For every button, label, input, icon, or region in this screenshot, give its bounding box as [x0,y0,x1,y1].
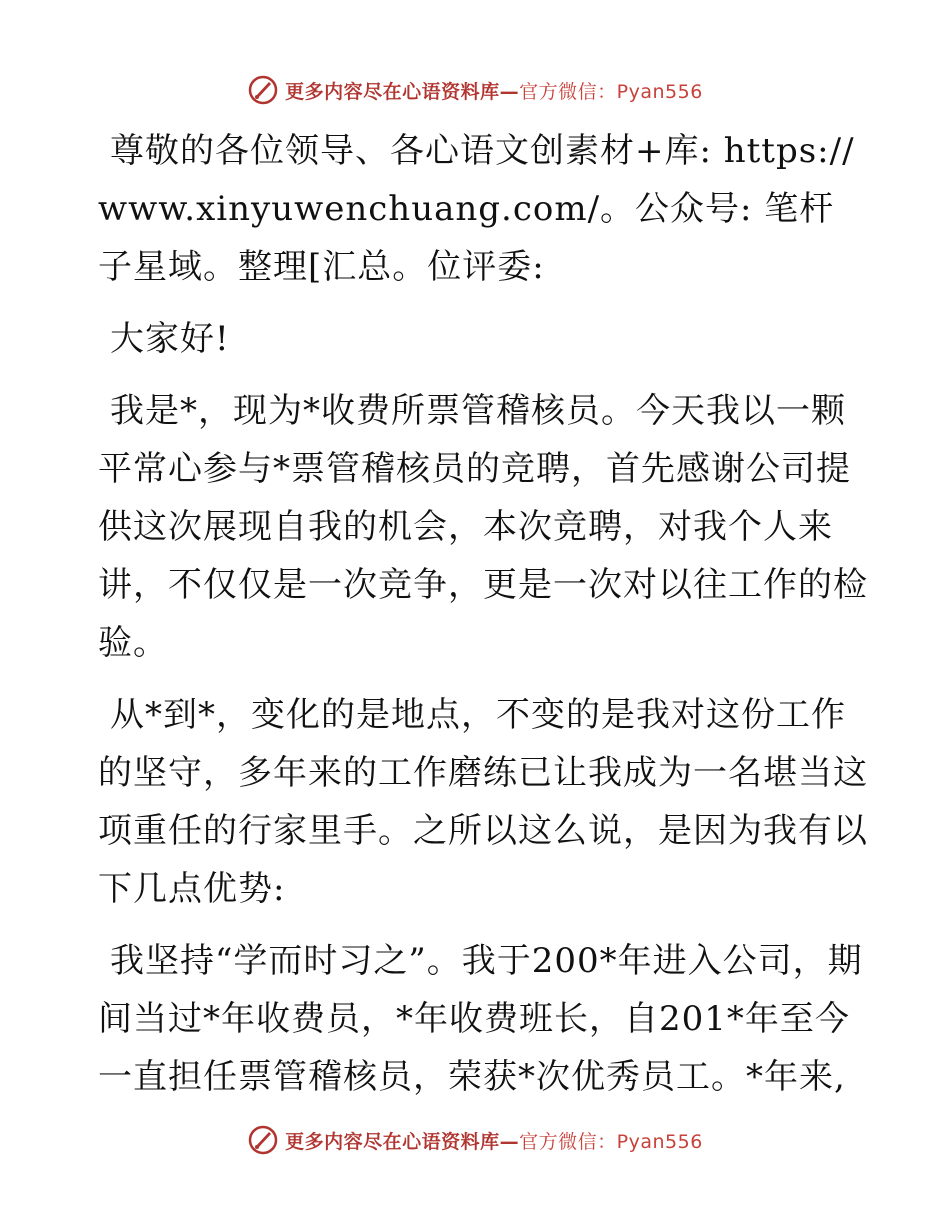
paragraph-text: 大家好! [110,319,230,359]
paragraph-intro [98,382,868,672]
paragraph-greeting [98,310,868,368]
paragraph-learning [98,932,868,1106]
paragraph-strengths [98,686,868,918]
quill-pen-logo-icon [247,1124,279,1156]
watermark-wechat-text: 官方微信：Pyan556 [519,80,703,103]
watermark-text [285,1127,703,1154]
watermark-text [285,77,703,104]
document-body [98,122,868,1120]
paragraph-text: 从*到*，变化的是地点，不变的是我对这份工作的坚守，多年来的工作磨练已让我成为一名堪当这项重任的行家里手。之所以这么说，是因为我有以下几点优势: [98,695,868,909]
watermark-wechat-text: 官方微信：Pyan556 [519,1130,703,1153]
header-watermark-banner [0,70,950,110]
paragraph-text: 我是*，现为*收费所票管稽核员。今天我以一颗平常心参与*票管稽核员的竞聘，首先感谢公司提供这次展现自我的机会，本次竞聘，对我个人来讲，不仅仅是一次竞争，更是一次对以往工作的检验。 [98,391,868,663]
watermark-site-text: 更多内容尽在心语资料库— [285,80,520,103]
quill-pen-logo-icon [247,74,279,106]
footer-watermark-banner [0,1120,950,1160]
watermark-site-text: 更多内容尽在心语资料库— [285,1130,520,1153]
paragraph-text: 我坚持“学而时习之”。我于200*年进入公司，期间当过*年收费员，*年收费班长，自201*年至今一直担任票管稽核员，荣获*次优秀员工。*年来, [98,941,863,1097]
paragraph-text: 尊敬的各位领导、各心语文创素材+库: https://www.xinyuwenchuang.com/。公众号: 笔杆子星域。整理[汇总。位评委: [98,131,855,287]
paragraph-salutation [98,122,868,296]
